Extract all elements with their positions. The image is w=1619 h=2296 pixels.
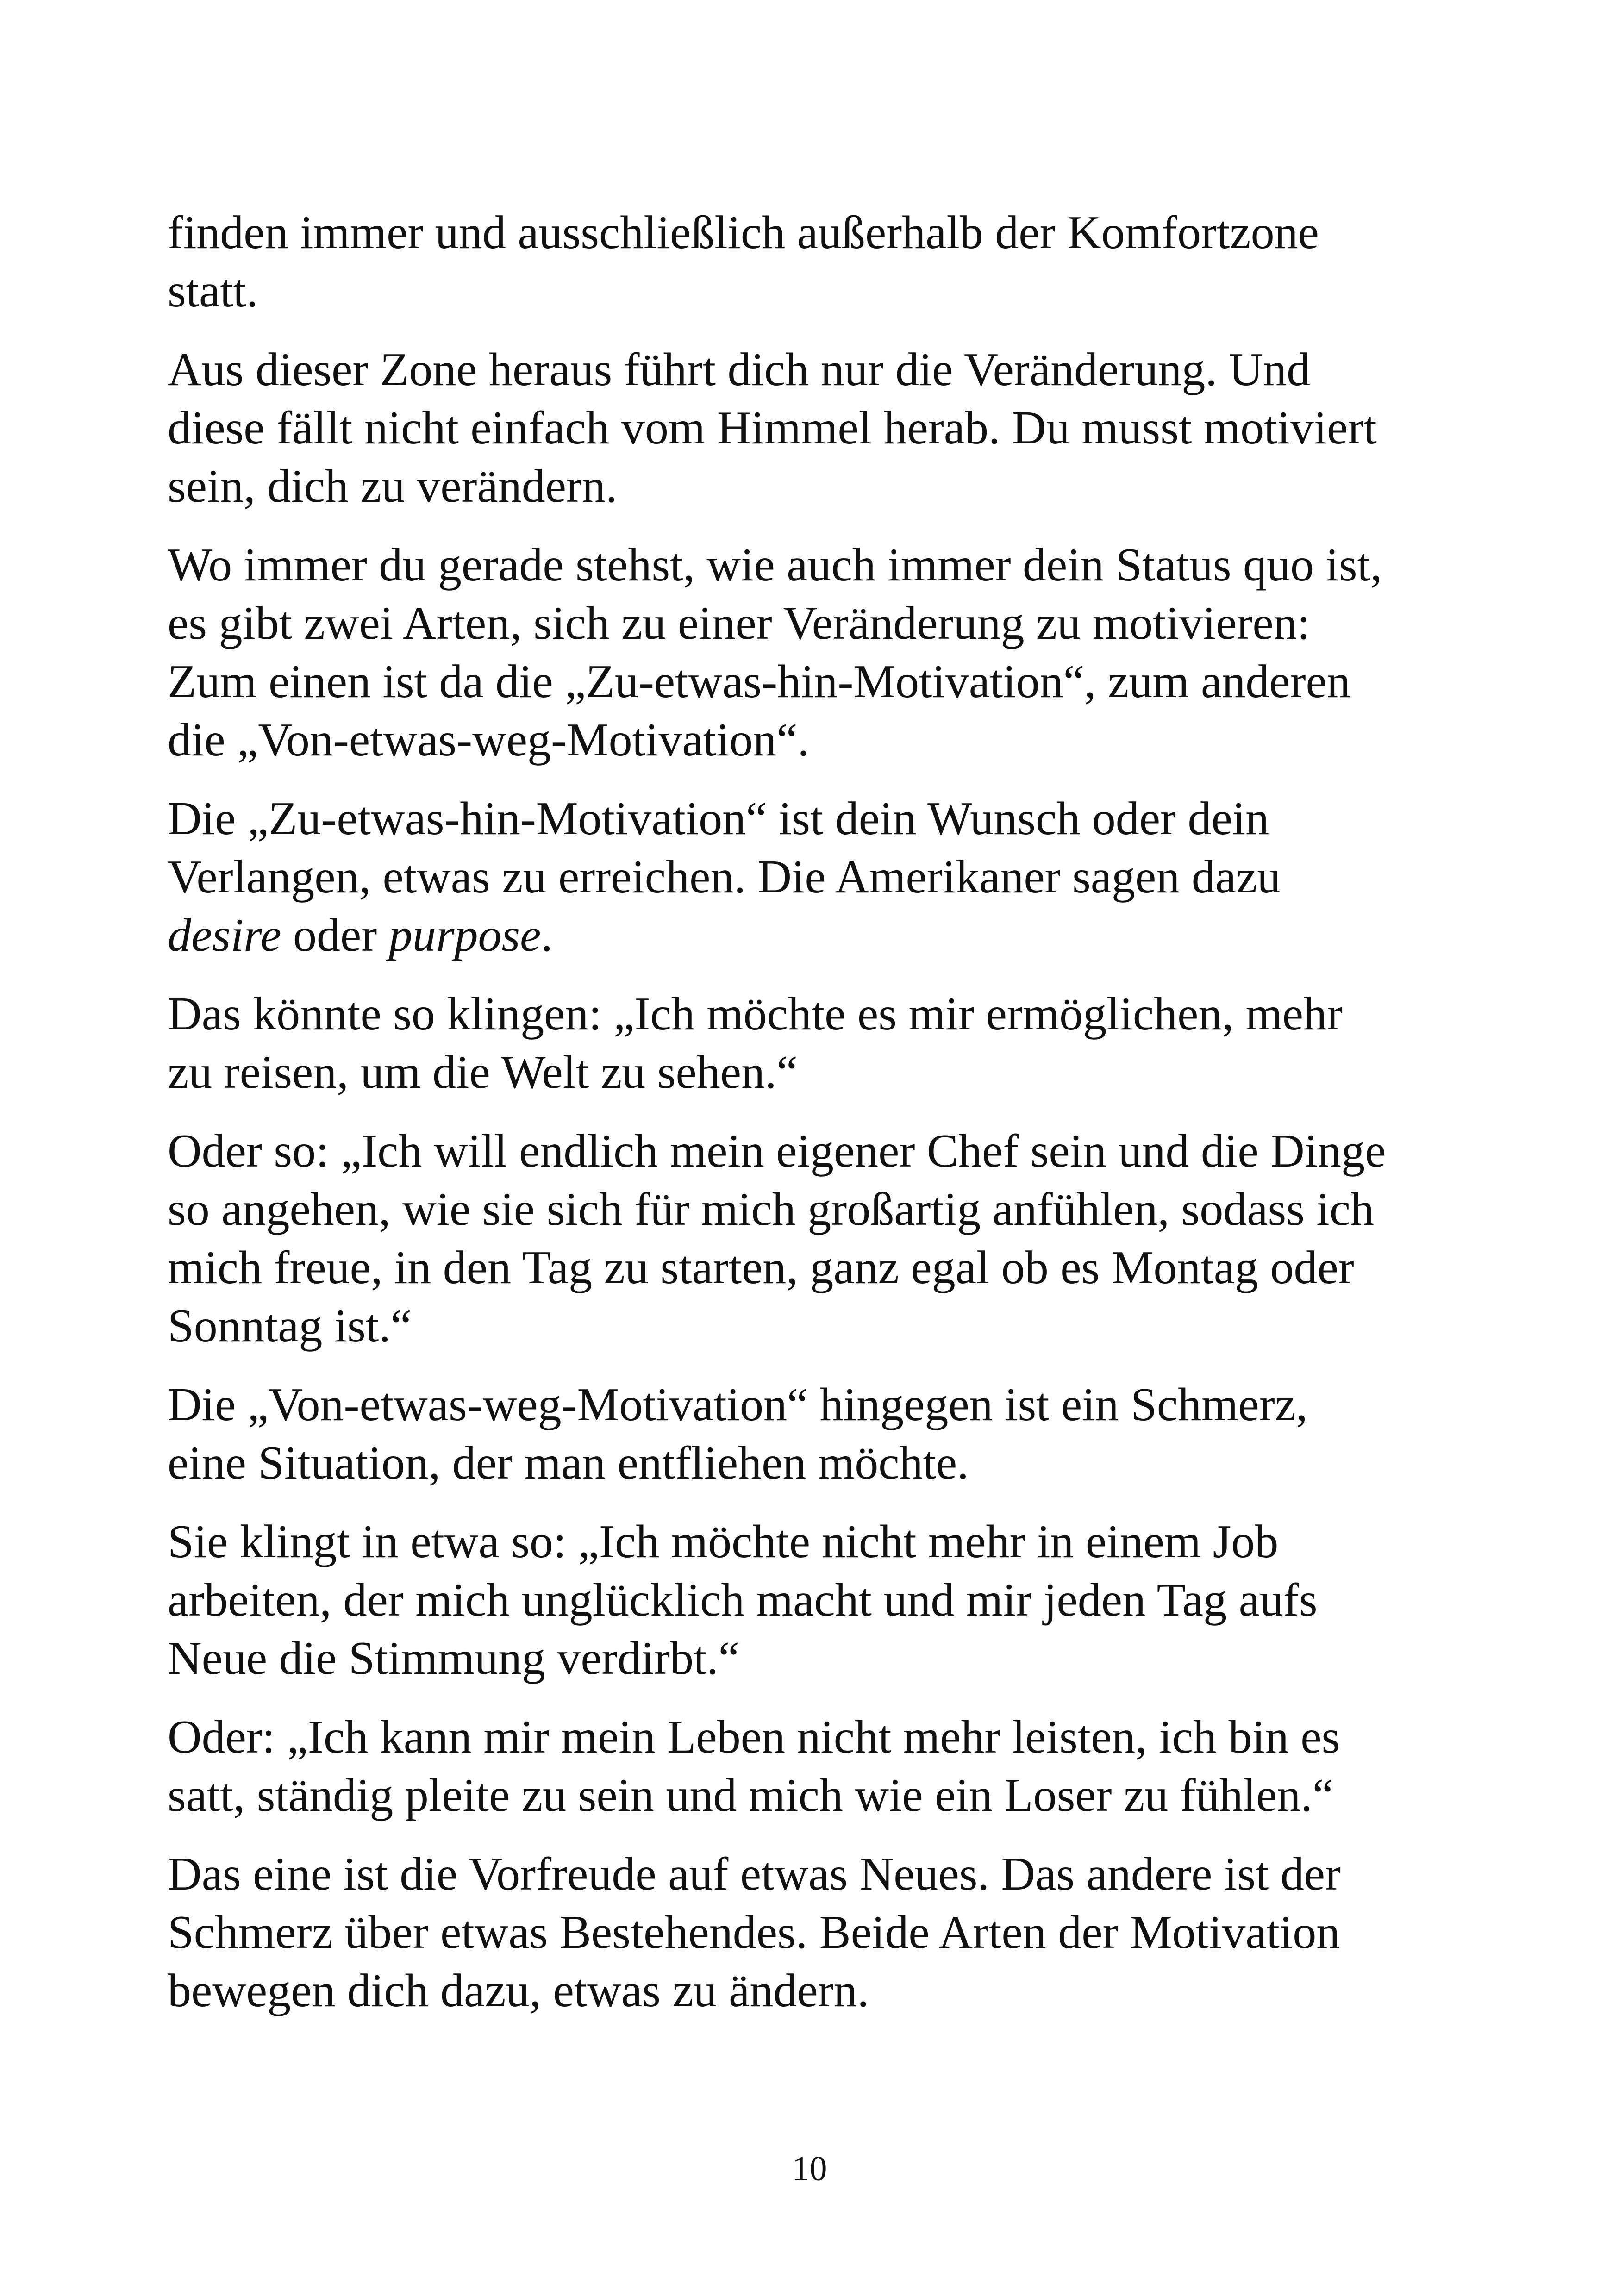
text-line (168, 1962, 1418, 2020)
text-segment: statt. (168, 265, 258, 317)
paragraph (168, 985, 1418, 1102)
text-line (168, 1513, 1418, 1571)
text-line (168, 1239, 1418, 1297)
text-segment: zu reisen, um die Welt zu sehen.“ (168, 1046, 798, 1098)
text-line (168, 399, 1418, 457)
text-line (168, 341, 1418, 399)
text-segment: die „Von-etwas-weg-Motivation“. (168, 714, 810, 766)
text-segment: so angehen, wie sie sich für mich großartig anfühlen, sodass ich (168, 1183, 1374, 1235)
text-segment: diese fällt nicht einfach vom Himmel herab. Du musst motiviert (168, 402, 1377, 454)
text-segment: Das könnte so klingen: „Ich möchte es mir ermöglichen, mehr (168, 988, 1343, 1040)
text-segment: finden immer und ausschließlich außerhalb der Komfortzone (168, 206, 1319, 259)
text-segment: Sonntag ist.“ (168, 1300, 412, 1352)
text-segment: Oder: „Ich kann mir mein Leben nicht mehr leisten, ich bin es (168, 1711, 1340, 1763)
text-line (168, 653, 1418, 711)
text-line (168, 1376, 1418, 1434)
paragraph (168, 1708, 1418, 1825)
text-line (168, 1845, 1418, 1903)
text-line (168, 1043, 1418, 1102)
text-line (168, 1629, 1418, 1688)
paragraph (168, 1845, 1418, 2020)
text-line (168, 1708, 1418, 1766)
text-segment: eine Situation, der man entfliehen möchte. (168, 1437, 969, 1489)
text-segment: Verlangen, etwas zu erreichen. Die Amerikaner sagen dazu (168, 851, 1281, 903)
text-line (168, 1903, 1418, 1962)
text-line (168, 262, 1418, 320)
text-segment: bewegen dich dazu, etwas zu ändern. (168, 1965, 869, 2017)
text-line (168, 204, 1418, 262)
text-segment: Die „Von-etwas-weg-Motivation“ hingegen ist ein Schmerz, (168, 1379, 1308, 1431)
paragraph (168, 341, 1418, 516)
text-line (168, 985, 1418, 1043)
text-segment: Neue die Stimmung verdirbt.“ (168, 1632, 740, 1685)
paragraph (168, 1122, 1418, 1355)
text-line (168, 1297, 1418, 1355)
text-line (168, 1766, 1418, 1825)
text-segment: sein, dich zu verändern. (168, 460, 618, 512)
paragraph (168, 1513, 1418, 1688)
paragraph (168, 790, 1418, 965)
text-line (168, 1122, 1418, 1180)
text-segment: Schmerz über etwas Bestehendes. Beide Arten der Motivation (168, 1906, 1340, 1959)
text-segment: Das eine ist die Vorfreude auf etwas Neues. Das andere ist der (168, 1848, 1341, 1900)
italic-term: purpose (388, 909, 541, 961)
text-line (168, 536, 1418, 594)
paragraph (168, 1376, 1418, 1492)
text-line (168, 1571, 1418, 1629)
text-segment: arbeiten, der mich unglücklich macht und mir jeden Tag aufs (168, 1574, 1318, 1626)
text-segment: satt, ständig pleite zu sein und mich wie ein Loser zu fühlen.“ (168, 1769, 1334, 1822)
text-segment: mich freue, in den Tag zu starten, ganz egal ob es Montag oder (168, 1242, 1354, 1294)
text-segment: Sie klingt in etwa so: „Ich möchte nicht mehr in einem Job (168, 1516, 1279, 1568)
body-text (168, 204, 1418, 2040)
text-line (168, 1180, 1418, 1239)
text-line (168, 790, 1418, 848)
text-segment: Aus dieser Zone heraus führt dich nur die Veränderung. Und (168, 343, 1311, 396)
text-segment: oder (281, 909, 389, 961)
italic-term: desire (168, 909, 281, 961)
text-segment: Die „Zu-etwas-hin-Motivation“ ist dein Wunsch oder dein (168, 792, 1269, 845)
text-line (168, 906, 1418, 965)
text-line (168, 848, 1418, 906)
text-segment: es gibt zwei Arten, sich zu einer Veränderung zu motivieren: (168, 597, 1310, 649)
text-segment: Oder so: „Ich will endlich mein eigener Chef sein und die Dinge (168, 1125, 1386, 1177)
paragraph (168, 204, 1418, 320)
text-segment: . (541, 909, 553, 961)
paragraph (168, 536, 1418, 769)
page-number: 10 (792, 2149, 827, 2188)
text-segment: Wo immer du gerade stehst, wie auch immer dein Status quo ist, (168, 539, 1382, 591)
text-line (168, 1434, 1418, 1492)
text-line (168, 594, 1418, 653)
text-line (168, 711, 1418, 769)
text-segment: Zum einen ist da die „Zu-etwas-hin-Motivation“, zum anderen (168, 655, 1350, 708)
text-line (168, 457, 1418, 516)
